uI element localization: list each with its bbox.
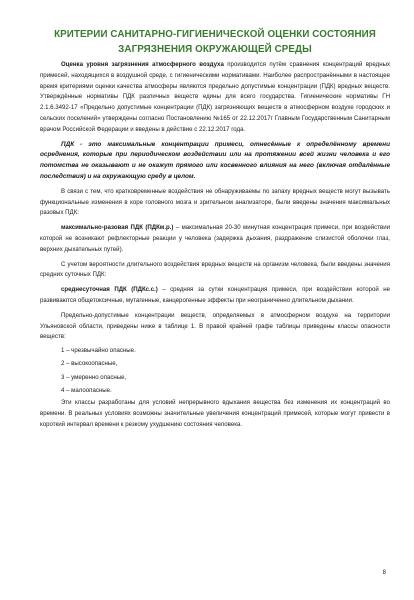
page-title-line-1: КРИТЕРИИ САНИТАРНО-ГИГИЕНИЧЕСКОЙ ОЦЕНКИ СОСТОЯНИЯ: [54, 29, 376, 40]
intro-text: производится путём сравнения концентраций вредных примесей, находящихся в воздушной среде, с гигиеническими нормативами. Наиболее распространёнными в настоящее время критериями оценки качества атмосферы являются предельно допустимые концентрации (ПДК) вредных веществ. Утверждённые нормативы ПДК различных веществ едины для всего государства. Гигиенические нормативы ГН 2.1.6.3492-17 «Предельно допустимые концентрации (ПДК) загрязняющих веществ в атмосферном воздухе городских и сельских поселений» утверждены согласно Постановлению №165 от 22.12.2017г Главным Государственным Санитарным врачом Российской Федерации и введены в действие с 22.12.2017 года.: [40, 61, 390, 133]
intro-paragraph: [40, 60, 390, 136]
hazard-intro-paragraph: Предельно-допустимые концентрации веществ, определяемых в атмосферном воздухе на территории Ульяновской области, приведены ниже в таблице 1. В правой крайней графе таблицы приведены классы опасности веществ:: [40, 311, 390, 341]
closing-paragraph: Эти классы разработаны для условий непрерывного вдыхания вещества без изменения их концентраций во времени. В реальных условиях возможны значительные увеличения концентраций примесей, которые могут привести в короткий интервал времени к резкому ухудшению состояния человека.: [40, 398, 390, 428]
page-title: [40, 27, 390, 57]
list-item: 3 – умеренно опасные,: [61, 373, 127, 381]
max-single-paragraph: [40, 223, 390, 255]
daily-text: – средняя за сутки концентрация примеси, при воздействии которой не развиваются общетоксичные, мутагенные, канцерогенные эффекты при неограниченно длительном дыхании.: [40, 286, 390, 304]
pdk-definition: ПДК - это максимальные концентрации примеси, отнесённые к определённому времени осреднения, которые при периодическом воздействии или на протяжении всей жизни человека и его потомства не оказывают и не окажут прямого или косвенного влияния на него (включая отдалённые последствия) и на окружающую среду в целом.: [40, 140, 390, 180]
list-item: 2 – высокоопасные,: [61, 360, 118, 368]
max-single-text: – максимальная 20-30 минутная концентрация примеси, при воздействии которой не возникают рефлекторные реакции у человека (задержка дыхания, раздражение слизистой оболочки глаз, верхних дыхательных путей).: [40, 224, 391, 253]
list-item: 4 – малоопасные.: [61, 386, 112, 394]
hazard-class-list: [40, 345, 390, 396]
max-single-term: максимально-разовая ПДК (ПДКм.р.): [61, 224, 174, 232]
page-title-line-2: ЗАГРЯЗНЕНИЯ ОКРУЖАЮЩЕЙ СРЕДЫ: [118, 44, 312, 55]
intro-lead: Оценка уровня загрязнения атмосферного воздуха: [61, 61, 224, 68]
daily-term: среднесуточная ПДК (ПДКс.с.): [61, 286, 158, 294]
long-term-paragraph: С учетом вероятности длительного воздействия вредных веществ на организм человека, были введены значения средних суточных ПДК:: [40, 260, 390, 279]
list-item: 1 – чрезвычайно опасные.: [61, 347, 136, 355]
page-number: 8: [382, 570, 386, 576]
short-term-paragraph: В связи с тем, что кратковременные воздействия не обнаруживаемы по запаху вредных веществ могут вызывать функциональные изменения в коре головного мозга и зрительном анализаторе, были введены значения максимальных разовых ПДК:: [40, 187, 390, 217]
daily-paragraph: [40, 285, 390, 307]
